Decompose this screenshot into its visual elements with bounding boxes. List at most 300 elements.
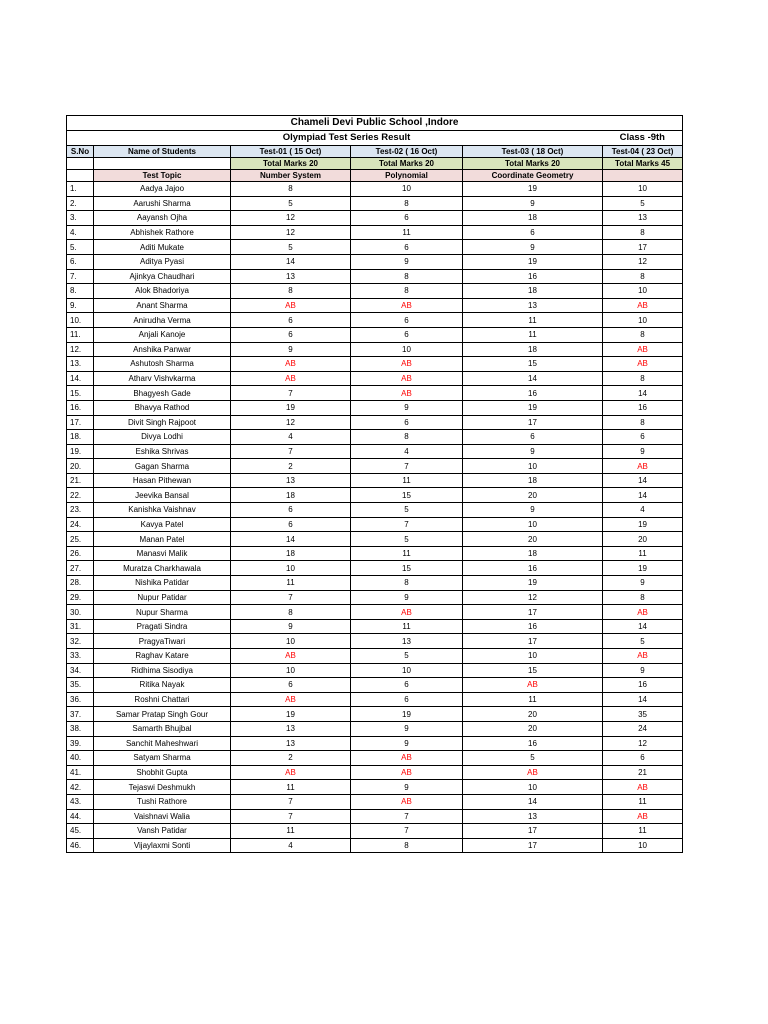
student-name: Nupur Sharma	[94, 605, 231, 620]
score-test-04: 11	[603, 546, 683, 561]
score-test-03: 10	[463, 780, 603, 795]
score-test-01: 11	[231, 576, 351, 591]
score-test-03: 11	[463, 327, 603, 342]
serial-number: 43.	[67, 794, 94, 809]
student-name: Anirudha Verma	[94, 313, 231, 328]
score-test-04: 10	[603, 284, 683, 299]
score-test-04: 14	[603, 473, 683, 488]
table-row	[67, 371, 683, 386]
score-test-03: AB	[463, 765, 603, 780]
serial-number: 30.	[67, 605, 94, 620]
serial-number: 38.	[67, 721, 94, 736]
table-row	[67, 182, 683, 197]
score-test-01: AB	[231, 298, 351, 313]
score-test-03: 14	[463, 794, 603, 809]
score-test-03: 20	[463, 532, 603, 547]
score-test-01: 7	[231, 590, 351, 605]
table-row	[67, 459, 683, 474]
score-test-03: 19	[463, 182, 603, 197]
student-name: Divit Singh Rajpoot	[94, 415, 231, 430]
total-marks-row	[67, 158, 683, 170]
score-test-04: 8	[603, 269, 683, 284]
header-test-04: Test-04 ( 23 Oct)	[603, 146, 683, 158]
serial-number: 3.	[67, 211, 94, 226]
score-test-02: AB	[351, 794, 463, 809]
score-test-04: 6	[603, 751, 683, 766]
student-name: Manan Patel	[94, 532, 231, 547]
table-row	[67, 838, 683, 853]
score-test-01: 11	[231, 824, 351, 839]
student-name: Aayansh Ojha	[94, 211, 231, 226]
score-test-04: 12	[603, 736, 683, 751]
student-name: Aadya Jajoo	[94, 182, 231, 197]
student-name: Alok Bhadoriya	[94, 284, 231, 299]
score-test-01: 12	[231, 225, 351, 240]
table-row	[67, 751, 683, 766]
serial-number: 19.	[67, 444, 94, 459]
score-test-02: 7	[351, 824, 463, 839]
serial-number: 4.	[67, 225, 94, 240]
score-test-04: 21	[603, 765, 683, 780]
score-test-01: 2	[231, 751, 351, 766]
serial-number: 29.	[67, 590, 94, 605]
score-test-01: 18	[231, 488, 351, 503]
student-name: Vijaylaxmi Sonti	[94, 838, 231, 853]
table-row	[67, 342, 683, 357]
score-test-03: 9	[463, 196, 603, 211]
score-test-04: 10	[603, 182, 683, 197]
table-row	[67, 473, 683, 488]
score-test-04: 8	[603, 225, 683, 240]
serial-number: 34.	[67, 663, 94, 678]
score-test-04: AB	[603, 780, 683, 795]
serial-number: 42.	[67, 780, 94, 795]
topic-test-02: Polynomial	[351, 170, 463, 182]
student-name: Aarushi Sharma	[94, 196, 231, 211]
serial-number: 17.	[67, 415, 94, 430]
serial-number: 26.	[67, 546, 94, 561]
score-test-03: 17	[463, 605, 603, 620]
score-test-03: 20	[463, 488, 603, 503]
score-test-03: 11	[463, 692, 603, 707]
score-test-04: 13	[603, 211, 683, 226]
serial-number: 6.	[67, 254, 94, 269]
score-test-03: 13	[463, 809, 603, 824]
header-test-03: Test-03 ( 18 Oct)	[463, 146, 603, 158]
score-test-02: 6	[351, 678, 463, 693]
score-test-01: AB	[231, 649, 351, 664]
table-row	[67, 313, 683, 328]
score-test-01: 8	[231, 284, 351, 299]
table-row	[67, 765, 683, 780]
score-test-03: 19	[463, 254, 603, 269]
score-test-04: 12	[603, 254, 683, 269]
serial-number: 24.	[67, 517, 94, 532]
student-name: Ashutosh Sharma	[94, 357, 231, 372]
score-test-02: 8	[351, 269, 463, 284]
table-row	[67, 794, 683, 809]
score-test-02: AB	[351, 605, 463, 620]
student-name: Nupur Patidar	[94, 590, 231, 605]
serial-number: 25.	[67, 532, 94, 547]
student-name: Aditya Pyasi	[94, 254, 231, 269]
serial-number: 46.	[67, 838, 94, 853]
score-test-01: 13	[231, 736, 351, 751]
table-row	[67, 707, 683, 722]
serial-number: 2.	[67, 196, 94, 211]
student-name: Abhishek Rathore	[94, 225, 231, 240]
serial-number: 16.	[67, 400, 94, 415]
score-test-02: 11	[351, 546, 463, 561]
score-test-03: 19	[463, 400, 603, 415]
score-test-01: 4	[231, 430, 351, 445]
score-test-04: 19	[603, 517, 683, 532]
score-test-03: 6	[463, 225, 603, 240]
student-name: Satyam Sharma	[94, 751, 231, 766]
score-test-03: 16	[463, 269, 603, 284]
score-test-04: 35	[603, 707, 683, 722]
score-test-02: 5	[351, 503, 463, 518]
student-name: Kavya Patel	[94, 517, 231, 532]
score-test-04: 8	[603, 590, 683, 605]
student-name: Sanchit Maheshwari	[94, 736, 231, 751]
score-test-03: 10	[463, 517, 603, 532]
score-test-01: 7	[231, 386, 351, 401]
student-name: Muratza Charkhawala	[94, 561, 231, 576]
student-name: Nishika Patidar	[94, 576, 231, 591]
table-row	[67, 254, 683, 269]
table-row	[67, 415, 683, 430]
score-test-02: AB	[351, 386, 463, 401]
score-test-02: 9	[351, 721, 463, 736]
score-test-04: 5	[603, 196, 683, 211]
serial-number: 37.	[67, 707, 94, 722]
score-test-03: 16	[463, 736, 603, 751]
table-row	[67, 488, 683, 503]
score-test-03: 10	[463, 459, 603, 474]
student-name: Jeevika Bansal	[94, 488, 231, 503]
table-row	[67, 269, 683, 284]
serial-number: 22.	[67, 488, 94, 503]
score-test-04: 9	[603, 576, 683, 591]
table-row	[67, 619, 683, 634]
score-test-01: 6	[231, 313, 351, 328]
table-row	[67, 692, 683, 707]
student-name: Aditi Mukate	[94, 240, 231, 255]
serial-number: 40.	[67, 751, 94, 766]
student-name: Ajinkya Chaudhari	[94, 269, 231, 284]
score-test-02: 13	[351, 634, 463, 649]
serial-number: 28.	[67, 576, 94, 591]
total-marks-test-04: Total Marks 45	[603, 158, 683, 170]
score-test-02: 8	[351, 196, 463, 211]
score-test-03: 16	[463, 561, 603, 576]
serial-number: 7.	[67, 269, 94, 284]
table-row	[67, 386, 683, 401]
score-test-04: 14	[603, 619, 683, 634]
score-test-01: 2	[231, 459, 351, 474]
score-test-03: 18	[463, 211, 603, 226]
score-test-01: 19	[231, 400, 351, 415]
serial-number: 11.	[67, 327, 94, 342]
score-test-04: AB	[603, 809, 683, 824]
score-test-04: 9	[603, 444, 683, 459]
score-test-02: 6	[351, 240, 463, 255]
table-row	[67, 721, 683, 736]
score-test-04: 11	[603, 824, 683, 839]
serial-number: 1.	[67, 182, 94, 197]
score-test-03: 20	[463, 707, 603, 722]
topic-test-04	[603, 170, 683, 182]
score-test-02: 8	[351, 430, 463, 445]
score-test-02: 5	[351, 649, 463, 664]
serial-number: 39.	[67, 736, 94, 751]
table-row	[67, 284, 683, 299]
score-test-02: 9	[351, 400, 463, 415]
student-name: Raghav Katare	[94, 649, 231, 664]
score-test-04: 11	[603, 794, 683, 809]
score-test-01: 7	[231, 794, 351, 809]
score-test-03: 5	[463, 751, 603, 766]
serial-number: 8.	[67, 284, 94, 299]
score-test-01: AB	[231, 357, 351, 372]
score-test-04: AB	[603, 298, 683, 313]
student-name: Ridhima Sisodiya	[94, 663, 231, 678]
student-name: Pragati Sindra	[94, 619, 231, 634]
score-test-02: 11	[351, 473, 463, 488]
score-test-04: AB	[603, 605, 683, 620]
serial-number: 20.	[67, 459, 94, 474]
student-name: Anshika Panwar	[94, 342, 231, 357]
test-topic-row	[67, 170, 683, 182]
student-name: Gagan Sharma	[94, 459, 231, 474]
serial-number: 5.	[67, 240, 94, 255]
header-row	[67, 146, 683, 158]
score-test-04: 20	[603, 532, 683, 547]
score-test-01: 6	[231, 678, 351, 693]
table-row	[67, 532, 683, 547]
header-test-02: Test-02 ( 16 Oct)	[351, 146, 463, 158]
score-test-01: 8	[231, 605, 351, 620]
table-row	[67, 225, 683, 240]
score-test-03: 20	[463, 721, 603, 736]
score-test-02: 11	[351, 225, 463, 240]
score-test-01: 5	[231, 240, 351, 255]
table-row	[67, 824, 683, 839]
table-row	[67, 546, 683, 561]
score-test-01: 9	[231, 342, 351, 357]
score-test-04: 14	[603, 488, 683, 503]
score-test-01: 5	[231, 196, 351, 211]
score-test-03: 18	[463, 546, 603, 561]
score-test-02: 10	[351, 182, 463, 197]
serial-number: 10.	[67, 313, 94, 328]
score-test-03: 9	[463, 503, 603, 518]
score-test-02: AB	[351, 765, 463, 780]
score-test-04: 8	[603, 327, 683, 342]
student-name: Divya Lodhi	[94, 430, 231, 445]
score-test-02: 6	[351, 327, 463, 342]
serial-number: 41.	[67, 765, 94, 780]
score-test-02: 4	[351, 444, 463, 459]
score-test-01: 13	[231, 721, 351, 736]
score-test-03: 18	[463, 473, 603, 488]
table-row	[67, 590, 683, 605]
score-test-03: 12	[463, 590, 603, 605]
score-test-03: 10	[463, 649, 603, 664]
score-test-01: 19	[231, 707, 351, 722]
total-marks-test-02: Total Marks 20	[351, 158, 463, 170]
score-test-01: AB	[231, 765, 351, 780]
topic-test-01: Number System	[231, 170, 351, 182]
score-test-02: AB	[351, 751, 463, 766]
score-test-04: 16	[603, 400, 683, 415]
serial-number: 36.	[67, 692, 94, 707]
subtitle-row	[67, 131, 683, 146]
student-name: Hasan Pithewan	[94, 473, 231, 488]
table-row	[67, 634, 683, 649]
student-name: Manasvi Malik	[94, 546, 231, 561]
score-test-01: 13	[231, 473, 351, 488]
score-test-01: 11	[231, 780, 351, 795]
score-test-03: 14	[463, 371, 603, 386]
score-test-02: 6	[351, 415, 463, 430]
score-test-02: 11	[351, 619, 463, 634]
score-test-02: 7	[351, 517, 463, 532]
student-name: Eshika Shrivas	[94, 444, 231, 459]
score-test-03: 6	[463, 430, 603, 445]
table-row	[67, 298, 683, 313]
score-test-03: 17	[463, 824, 603, 839]
score-test-04: AB	[603, 649, 683, 664]
score-test-02: 10	[351, 342, 463, 357]
score-test-04: 17	[603, 240, 683, 255]
table-row	[67, 357, 683, 372]
serial-number: 14.	[67, 371, 94, 386]
serial-number: 18.	[67, 430, 94, 445]
score-test-01: 4	[231, 838, 351, 853]
table-row	[67, 561, 683, 576]
score-test-04: 16	[603, 678, 683, 693]
score-test-02: 9	[351, 254, 463, 269]
table-row	[67, 663, 683, 678]
header-sno: S.No	[67, 146, 94, 158]
score-test-04: 10	[603, 313, 683, 328]
score-test-03: AB	[463, 678, 603, 693]
score-test-04: 14	[603, 386, 683, 401]
score-test-01: 6	[231, 327, 351, 342]
score-test-03: 19	[463, 576, 603, 591]
score-test-02: 8	[351, 284, 463, 299]
score-test-01: 14	[231, 254, 351, 269]
score-test-02: 15	[351, 561, 463, 576]
serial-number: 33.	[67, 649, 94, 664]
header-test-01: Test-01 ( 15 Oct)	[231, 146, 351, 158]
table-row	[67, 444, 683, 459]
score-test-03: 15	[463, 663, 603, 678]
score-test-02: 19	[351, 707, 463, 722]
score-test-02: 15	[351, 488, 463, 503]
score-test-01: AB	[231, 371, 351, 386]
table-row	[67, 736, 683, 751]
score-test-03: 18	[463, 284, 603, 299]
score-test-01: 10	[231, 561, 351, 576]
score-test-02: 6	[351, 313, 463, 328]
score-test-04: 19	[603, 561, 683, 576]
table-row	[67, 605, 683, 620]
table-row	[67, 327, 683, 342]
score-test-04: 14	[603, 692, 683, 707]
score-test-02: 9	[351, 590, 463, 605]
score-test-04: 4	[603, 503, 683, 518]
test-topic-label: Test Topic	[94, 170, 231, 182]
score-test-02: AB	[351, 298, 463, 313]
score-test-03: 17	[463, 415, 603, 430]
student-name: Bhagyesh Gade	[94, 386, 231, 401]
serial-number: 35.	[67, 678, 94, 693]
serial-number: 31.	[67, 619, 94, 634]
total-marks-test-01: Total Marks 20	[231, 158, 351, 170]
serial-number: 23.	[67, 503, 94, 518]
header-name: Name of Students	[94, 146, 231, 158]
student-name: Anant Sharma	[94, 298, 231, 313]
score-test-03: 11	[463, 313, 603, 328]
score-test-04: 8	[603, 415, 683, 430]
score-test-02: 6	[351, 692, 463, 707]
report-subtitle: Olympiad Test Series Result	[231, 131, 463, 146]
student-name: Samarth Bhujbal	[94, 721, 231, 736]
score-test-03: 15	[463, 357, 603, 372]
score-test-01: AB	[231, 692, 351, 707]
table-row	[67, 211, 683, 226]
student-name: Atharv Vishvkarma	[94, 371, 231, 386]
score-test-01: 18	[231, 546, 351, 561]
score-test-03: 13	[463, 298, 603, 313]
score-test-02: AB	[351, 357, 463, 372]
score-test-01: 14	[231, 532, 351, 547]
table-row	[67, 400, 683, 415]
serial-number: 13.	[67, 357, 94, 372]
student-name: Anjali Kanoje	[94, 327, 231, 342]
score-test-01: 7	[231, 444, 351, 459]
student-name: PragyaTiwari	[94, 634, 231, 649]
table-row	[67, 576, 683, 591]
table-row	[67, 503, 683, 518]
score-test-04: 8	[603, 371, 683, 386]
score-test-03: 9	[463, 444, 603, 459]
serial-number: 9.	[67, 298, 94, 313]
score-test-03: 17	[463, 838, 603, 853]
score-test-04: 5	[603, 634, 683, 649]
score-test-01: 10	[231, 663, 351, 678]
table-row	[67, 809, 683, 824]
class-label: Class -9th	[603, 131, 683, 146]
score-test-04: AB	[603, 342, 683, 357]
score-test-01: 12	[231, 415, 351, 430]
score-test-04: AB	[603, 459, 683, 474]
score-test-02: 7	[351, 809, 463, 824]
student-name: Tushi Rathore	[94, 794, 231, 809]
score-test-04: 6	[603, 430, 683, 445]
serial-number: 27.	[67, 561, 94, 576]
serial-number: 45.	[67, 824, 94, 839]
student-name: Shobhit Gupta	[94, 765, 231, 780]
student-name: Vansh Patidar	[94, 824, 231, 839]
results-table	[66, 115, 683, 853]
score-test-01: 12	[231, 211, 351, 226]
table-row	[67, 430, 683, 445]
serial-number: 15.	[67, 386, 94, 401]
